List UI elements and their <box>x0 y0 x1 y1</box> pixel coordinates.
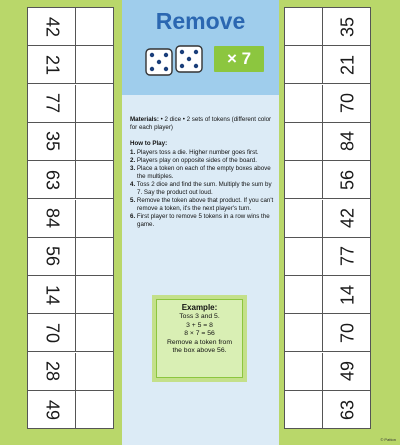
multiple-value: 77 <box>42 93 62 114</box>
board-row <box>285 46 370 84</box>
board-row <box>28 276 113 314</box>
multiple-cell <box>28 200 76 237</box>
multiple-value: 77 <box>337 246 357 267</box>
token-box[interactable] <box>76 238 115 275</box>
token-box[interactable] <box>285 353 323 390</box>
multiple-cell <box>28 276 76 313</box>
multiple-cell <box>323 314 372 351</box>
step-item <box>130 213 276 229</box>
publisher-mark: © Patton <box>380 437 396 442</box>
board-row <box>28 161 113 199</box>
token-box[interactable] <box>285 238 323 275</box>
example-line: 8 × 7 = 56 <box>184 330 215 338</box>
step-item <box>130 197 276 213</box>
token-box[interactable] <box>76 123 115 160</box>
board-row <box>285 391 370 429</box>
token-box[interactable] <box>76 276 115 313</box>
step-number: 2. <box>130 157 136 164</box>
board-row <box>28 85 113 123</box>
multiple-value: 56 <box>337 169 357 190</box>
token-box[interactable] <box>76 353 115 390</box>
multiple-value: 14 <box>42 284 62 305</box>
multiplier-badge: × 7 <box>214 46 264 72</box>
multiple-cell <box>323 238 372 275</box>
multiple-value: 84 <box>42 207 62 229</box>
board-row <box>28 391 113 429</box>
instructions <box>130 116 276 229</box>
example-title: Example: <box>181 303 218 312</box>
board-row <box>28 123 113 161</box>
board-row <box>285 161 370 199</box>
multiple-value: 63 <box>42 169 62 190</box>
multiple-cell <box>323 161 372 198</box>
board-row <box>285 8 370 46</box>
token-box[interactable] <box>76 46 115 83</box>
example-box <box>152 295 247 382</box>
multiple-value: 49 <box>42 399 62 421</box>
board-row <box>28 46 113 84</box>
board-row <box>28 314 113 352</box>
token-box[interactable] <box>76 314 115 351</box>
board-row <box>285 200 370 238</box>
step-number: 3. <box>130 165 136 172</box>
token-box[interactable] <box>285 200 323 237</box>
step-text: Players toss a die. Higher number goes first. <box>136 149 259 156</box>
multiple-cell <box>28 161 76 198</box>
multiple-cell <box>28 353 76 390</box>
multiple-cell <box>28 238 76 275</box>
step-number: 6. <box>130 213 136 220</box>
instruction-panel <box>122 0 279 445</box>
multiple-cell <box>323 85 372 122</box>
board-row <box>285 123 370 161</box>
example-content <box>156 299 243 378</box>
multiple-cell <box>323 46 372 83</box>
multiple-value: 84 <box>337 131 357 152</box>
token-box[interactable] <box>285 8 323 45</box>
multiple-cell <box>323 8 372 45</box>
multiple-value: 42 <box>42 16 62 37</box>
multiple-cell <box>28 123 76 160</box>
step-text: Remove the token above that product. If you can't remove a token, it's the next player's turn. <box>136 197 274 212</box>
step-text: Players play on opposite sides of the board. <box>136 157 257 164</box>
board-row <box>285 276 370 314</box>
multiple-value: 70 <box>337 322 357 343</box>
multiple-cell <box>28 391 76 429</box>
token-box[interactable] <box>76 391 115 429</box>
multiple-cell <box>323 200 372 237</box>
token-box[interactable] <box>285 46 323 83</box>
step-item <box>130 165 276 181</box>
board-row <box>285 238 370 276</box>
multiple-value: 35 <box>337 16 357 37</box>
multiple-value: 70 <box>42 322 62 343</box>
step-item <box>130 149 276 157</box>
game-title: Remove <box>155 8 246 34</box>
step-number: 4. <box>130 181 136 188</box>
multiple-cell <box>28 314 76 351</box>
multiple-value: 28 <box>42 361 62 382</box>
step-text: Toss 2 dice and find the sum. Multiply the sum by 7. Say the product out loud. <box>136 181 272 196</box>
token-box[interactable] <box>285 161 323 198</box>
step-number: 1. <box>130 149 136 156</box>
right-player-column <box>284 7 371 429</box>
multiple-cell <box>323 123 372 160</box>
materials <box>130 116 276 132</box>
board-row <box>28 353 113 391</box>
example-line: Toss 3 and 5. <box>179 313 220 321</box>
multiple-value: 49 <box>337 361 357 382</box>
multiple-value: 35 <box>42 131 62 152</box>
how-to-play-title: How to Play: <box>130 140 168 147</box>
materials-text: • 2 dice • 2 sets of tokens (different color for each player) <box>130 116 272 131</box>
example-line: 3 + 5 = 8 <box>186 321 213 329</box>
multiple-cell <box>28 46 76 83</box>
step-item <box>130 181 276 197</box>
multiple-cell <box>28 85 76 122</box>
multiple-value: 63 <box>337 399 357 421</box>
board-row <box>285 85 370 123</box>
example-line: the box above 56. <box>172 347 227 355</box>
board-row <box>285 314 370 352</box>
materials-label: Materials: <box>130 116 159 123</box>
multiple-value: 14 <box>337 284 357 305</box>
title-banner <box>122 0 279 95</box>
dice-icon <box>144 43 206 77</box>
board-row <box>28 200 113 238</box>
step-text: Place a token on each of the empty boxes above the multiples. <box>136 165 271 180</box>
multiple-cell <box>28 8 76 45</box>
board-row <box>28 8 113 46</box>
token-box[interactable] <box>285 314 323 351</box>
step-number: 5. <box>130 197 136 204</box>
board-row <box>28 238 113 276</box>
multiple-value: 21 <box>42 54 62 75</box>
multiple-value: 70 <box>337 93 357 114</box>
steps-list <box>130 149 276 229</box>
token-box[interactable] <box>285 391 323 429</box>
multiple-cell <box>323 276 372 313</box>
multiple-value: 21 <box>337 54 357 75</box>
multiple-cell <box>323 391 372 429</box>
multiple-value: 56 <box>42 246 62 267</box>
multiple-cell <box>323 353 372 390</box>
step-text: First player to remove 5 tokens in a row wins the game. <box>136 213 270 228</box>
token-box[interactable] <box>76 85 115 122</box>
multiple-value: 42 <box>337 207 357 229</box>
token-box[interactable] <box>285 123 323 160</box>
token-box[interactable] <box>76 161 115 198</box>
token-box[interactable] <box>285 85 323 122</box>
step-item <box>130 157 276 165</box>
token-box[interactable] <box>285 276 323 313</box>
example-line: Remove a token from <box>167 338 232 346</box>
token-box[interactable] <box>76 8 115 45</box>
board-row <box>285 353 370 391</box>
left-player-column <box>27 7 114 429</box>
token-box[interactable] <box>76 200 115 237</box>
